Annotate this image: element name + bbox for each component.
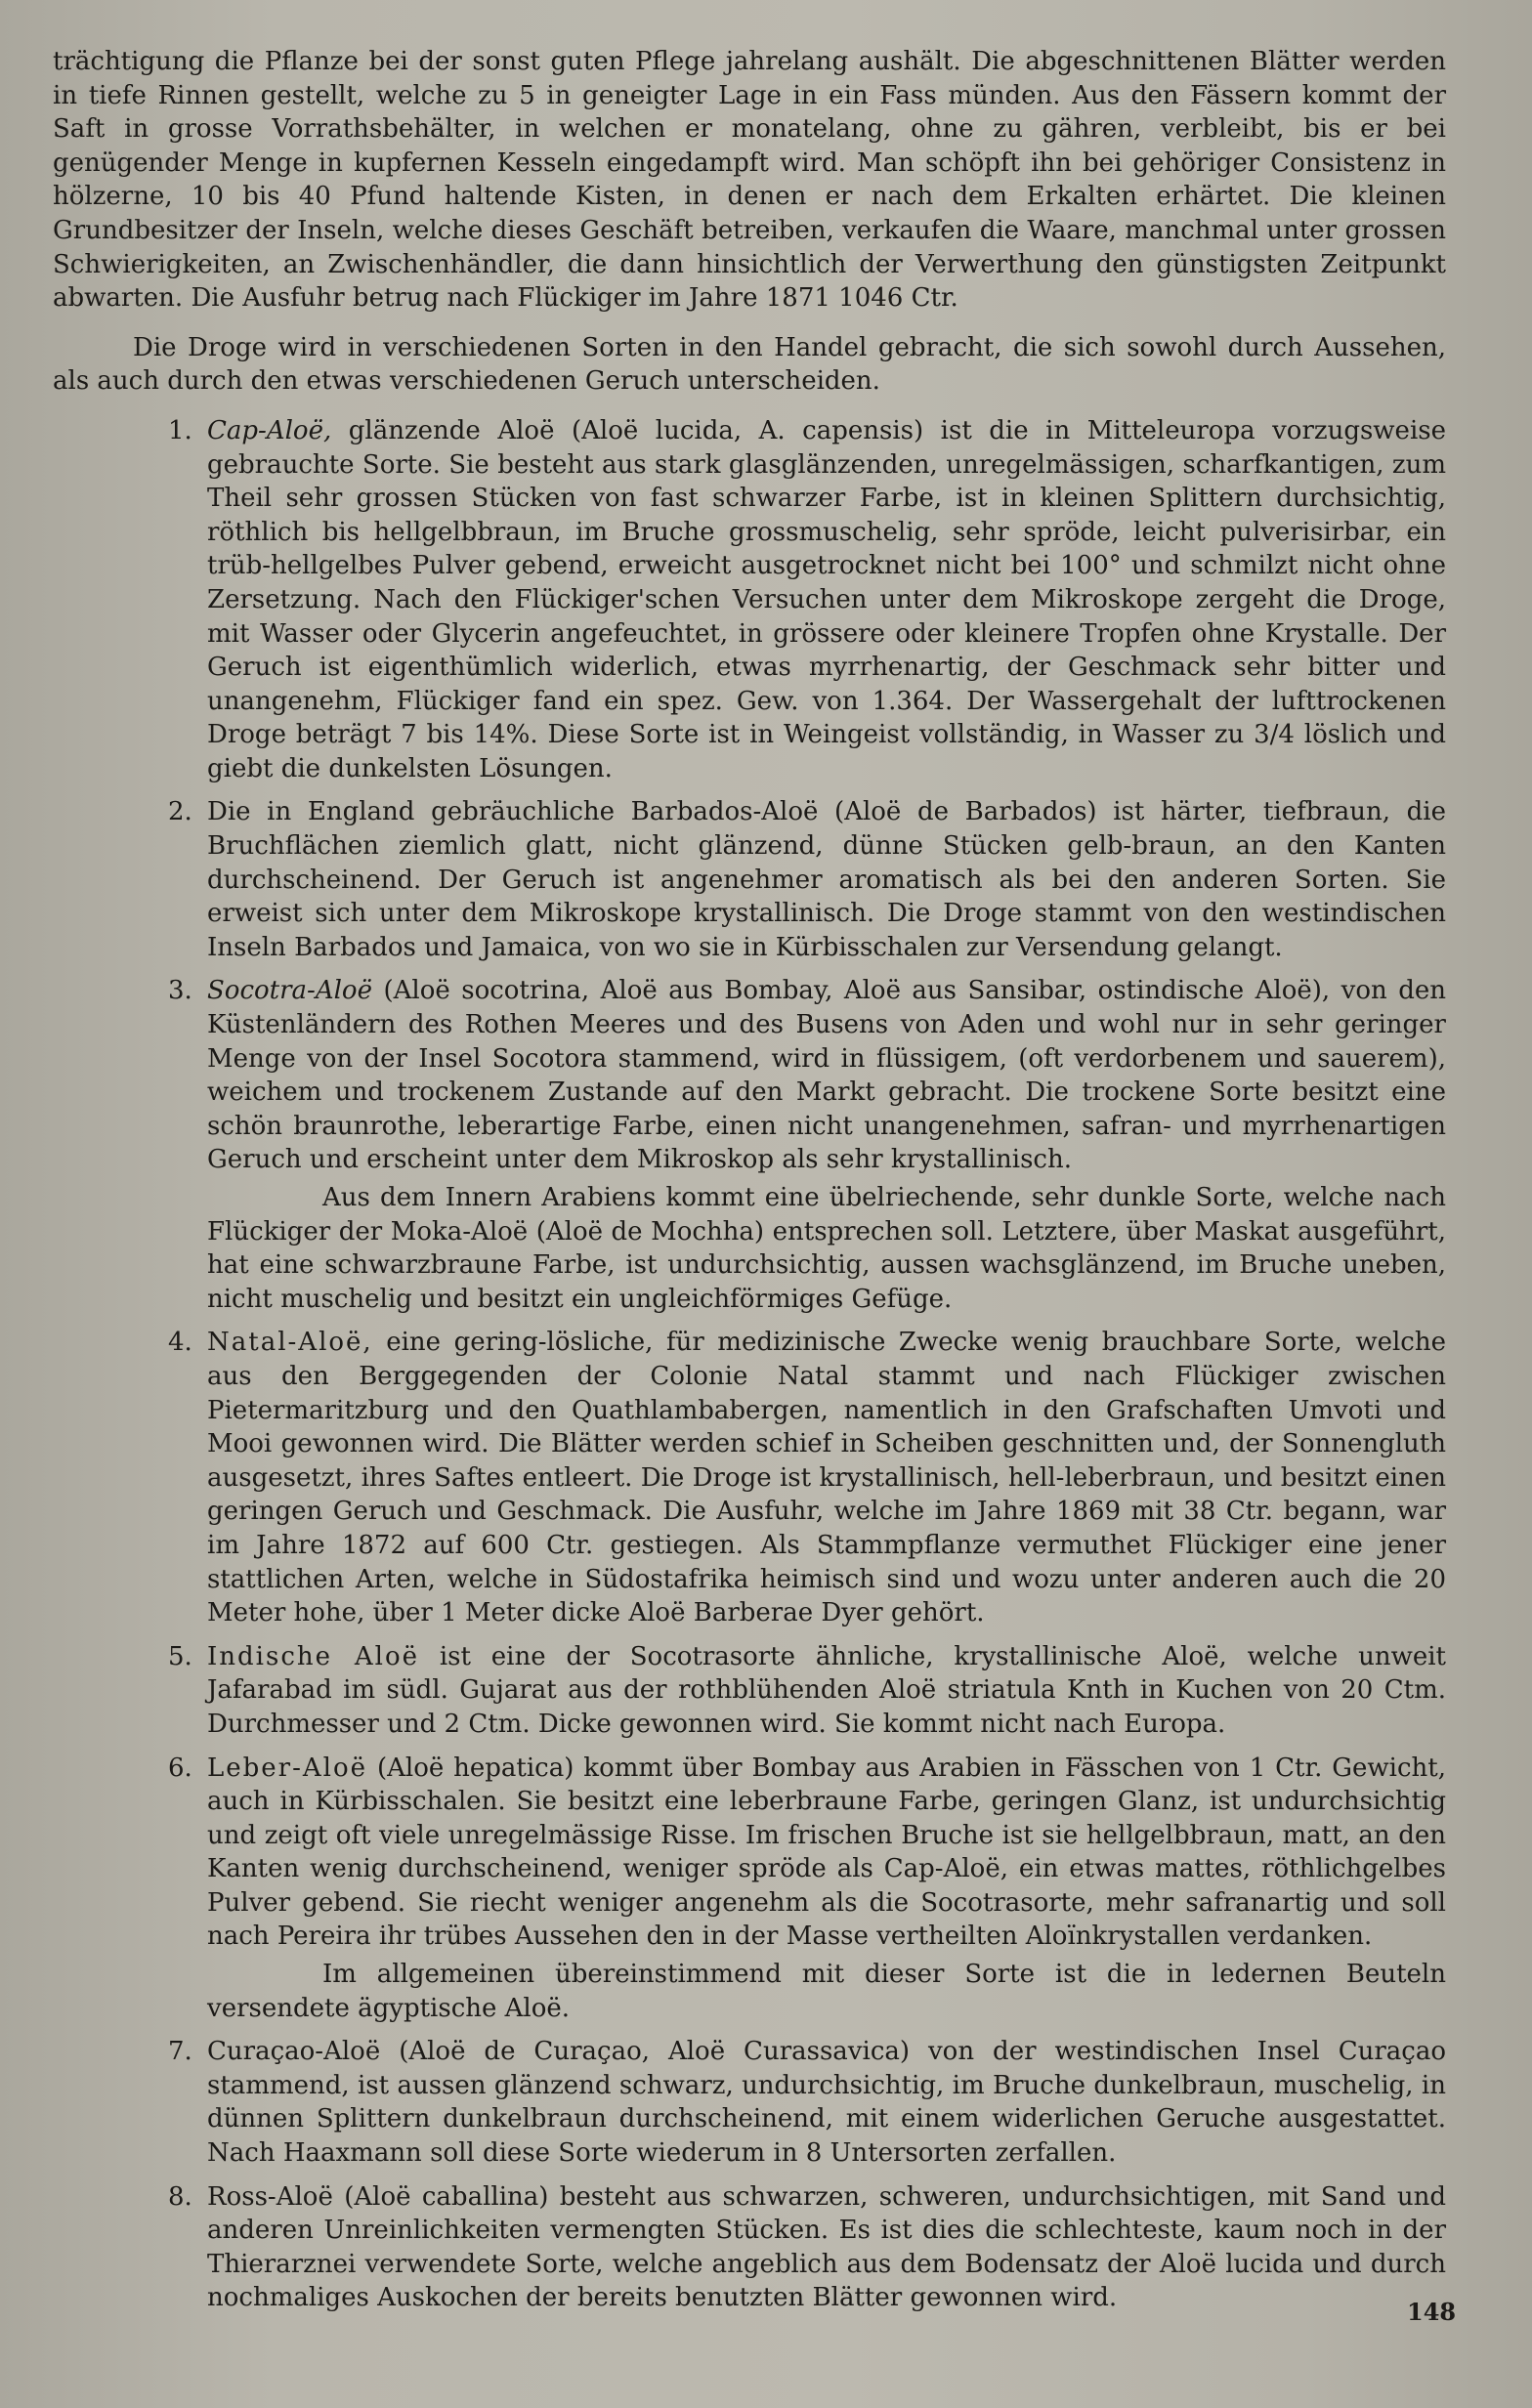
- list-item: [168, 1326, 1446, 1629]
- item-name: Ross-Aloë: [207, 2181, 333, 2212]
- item-text: eine gering-lösliche, für medizinische Zwecke wenig brauchbare Sorte, welche aus den Berggegenden der Colonie Natal stammt und nach Flückiger zwischen Pietermaritzburg und den Quathlambabergen, namentlich in den Grafschaften Umvoti und Mooi gewonnen wird. Die Blätter werden schief in Scheiben geschnitten und, der Sonnengluth ausgesetzt, ihres Saftes entleert. Die Droge ist krystallinisch, hell-leberbraun, und besitzt einen geringen Geruch und Geschmack. Die Ausfuhr, welche im Jahre 1869 mit 38 Ctr. begann, war im Jahre 1872 auf 600 Ctr. gestiegen. Als Stammpflanze vermuthet Flückiger eine jener stattlichen Arten, welche in Südostafrika heimisch sind und wozu unter anderen auch die 20 Meter hohe, über 1 Meter dicke Aloë Barberae Dyer gehört.: [207, 1328, 1446, 1628]
- item-text: (Aloë de Curaçao, Aloë Curassavica) von der westindischen Insel Curaçao stammend, ist aussen glänzend schwarz, undurchsichtig, im Bruche dunkelbraun, muschelig, in dünnen Splittern dunkelbraun durchscheinend, mit einem widerlichen Geruche ausgestattet. Nach Haaxmann soll diese Sorte wiederum in 8 Untersorten zerfallen.: [207, 2037, 1447, 2169]
- item-name: Natal-Aloë,: [207, 1328, 373, 1358]
- page-number: 148: [1407, 2298, 1457, 2326]
- item-name: Leber-Aloë: [207, 1753, 368, 1783]
- item-number: 4.: [168, 1328, 192, 1358]
- item-text: Die in England gebräuchliche Barbados-Aloë (Aloë de Barbados) ist härter, tiefbraun, die Bruchflächen ziemlich glatt, nicht glänzend, dünne Stücken gelb-braun, an den Kanten durchscheinend. Der Geruch ist angenehmer aromatisch als bei den anderen Sorten. Sie erweist sich unter dem Mikroskope krystallinisch. Die Droge stammt von den westindischen Inseln Barbados und Jamaica, von wo sie in Kürbisschalen zur Versendung gelangt.: [207, 797, 1446, 962]
- item-number: 3.: [168, 976, 192, 1006]
- list-item: [168, 1640, 1446, 1742]
- item-body: [207, 2035, 1446, 2170]
- text-block: [53, 45, 1446, 2315]
- item-body: [207, 414, 1446, 786]
- item-subparagraph: Aus dem Innern Arabiens kommt eine übelriechende, sehr dunkle Sorte, welche nach Flückiger der Moka-Aloë (Aloë de Mochha) entsprechen soll. Letztere, über Maskat ausgeführt, hat eine schwarzbraune Farbe, ist undurchsichtig, aussen wachsglänzend, im Bruche uneben, nicht muschelig und besitzt ein ungleichförmiges Gefüge.: [207, 1183, 1446, 1314]
- item-number: 2.: [168, 797, 192, 827]
- intro-paragraph-2: Die Droge wird in verschiedenen Sorten in den Handel gebracht, die sich sowohl durch Aussehen, als auch durch den etwas verschiedenen Geruch unterscheiden.: [53, 332, 1446, 397]
- item-text: ist eine der Socotrasorte ähnliche, krystallinische Aloë, welche unweit Jafarabad im südl. Gujarat aus der rothblühenden Aloë striatula Knth in Kuchen von 20 Ctm. Durchmesser und 2 Ctm. Dicke gewonnen wird. Sie kommt nicht nach Europa.: [207, 1641, 1446, 1739]
- item-body: [207, 1752, 1446, 2026]
- item-number: 7.: [168, 2037, 192, 2067]
- intro-paragraph-1: trächtigung die Pflanze bei der sonst guten Pflege jahrelang aushält. Die abgeschnittenen Blätter werden in tiefe Rinnen gestellt, welche zu 5 in geneigter Lage in ein Fass münden. Aus den Fässern kommt der Saft in grosse Vorrathsbehälter, in welchen er monatelang, ohne zu gähren, verbleibt, bis er bei genügender Menge in kupfernen Kesseln eingedampft wird. Man schöpft ihn bei gehöriger Consistenz in hölzerne, 10 bis 40 Pfund haltende Kisten, in denen er nach dem Erkalten erhärtet. Die kleinen Grundbesitzer der Inseln, welche dieses Geschäft betreiben, verkaufen die Waare, manchmal unter grossen Schwierigkeiten, an Zwischenhändler, die dann hinsichtlich der Verwerthung den günstigsten Zeitpunkt abwarten. Die Ausfuhr betrug nach Flückiger im Jahre 1871 1046 Ctr.: [53, 47, 1446, 314]
- item-name: Curaçao-Aloë: [207, 2037, 381, 2067]
- list-item: [168, 2180, 1446, 2315]
- list-item: [168, 974, 1446, 1316]
- item-body: [207, 1326, 1446, 1629]
- item-body: [207, 795, 1446, 964]
- item-text: (Aloë socotrina, Aloë aus Bombay, Aloë aus Sansibar, ostindische Aloë), von den Küstenländern des Rothen Meeres und des Busens von Aden und wohl nur in sehr geringer Menge von der Insel Socotora stammend, wird in flüssigem, (oft verdorbenem und sauerem), weichem und trockenem Zustande auf den Markt gebracht. Die trockene Sorte besitzt eine schön braunrothe, leberartige Farbe, einen nicht unangenehmen, safran- und myrrhenartigen Geruch und erscheint unter dem Mikroskop als sehr krystallinisch.: [207, 976, 1447, 1175]
- list-item: [168, 2035, 1446, 2170]
- item-number: 5.: [168, 1641, 192, 1671]
- item-body: [207, 2180, 1446, 2315]
- item-name: Indische Aloë: [207, 1641, 419, 1671]
- item-number: 1.: [168, 415, 192, 445]
- item-text: (Aloë hepatica) kommt über Bombay aus Arabien in Fässchen von 1 Ctr. Gewicht, auch in Kürbisschalen. Sie besitzt eine leberbraune Farbe, geringen Glanz, ist undurchsichtig und zeigt oft viele unregelmässige Risse. Im frischen Bruche ist sie hellgelbbraun, matt, an den Kanten wenig durchscheinend, weniger spröde als Cap-Aloë, ein etwas mattes, röthlichgelbes Pulver gebend. Sie riecht weniger angenehm als die Socotrasorte, mehr safranartig und soll nach Pereira ihr trübes Aussehen den in der Masse vertheilten Aloïnkrystallen verdanken.: [207, 1753, 1446, 1952]
- item-number: 8.: [168, 2181, 192, 2212]
- item-text: glänzende Aloë (Aloë lucida, A. capensis) ist die in Mitteleuropa vorzugsweise gebrauchte Sorte. Sie besteht aus stark glasglänzenden, unregelmässigen, scharfkantigen, zum Theil sehr grossen Stücken von fast schwarzer Farbe, ist in kleinen Splittern durchsichtig, röthlich bis hellgelbbraun, im Bruche grossmuschelig, sehr spröde, leicht pulverisirbar, ein trüb-hellgelbes Pulver gebend, erweicht ausgetrocknet nicht bei 100° und schmilzt nicht ohne Zersetzung. Nach den Flückiger'schen Versuchen unter dem Mikroskope zergeht die Droge, mit Wasser oder Glycerin angefeuchtet, in grössere oder kleinere Tropfen ohne Krystalle. Der Geruch ist eigenthümlich widerlich, etwas myrrhenartig, der Geschmack sehr bitter und unangenehm, Flückiger fand ein spez. Gew. von 1.364. Der Wassergehalt der lufttrockenen Droge beträgt 7 bis 14%. Diese Sorte ist in Weingeist vollständig, in Wasser zu 3/4 löslich und giebt die dunkelsten Lösungen.: [207, 415, 1446, 783]
- item-body: [207, 974, 1446, 1316]
- list-item: [168, 414, 1446, 786]
- item-body: [207, 1640, 1446, 1742]
- list-item: [168, 795, 1446, 964]
- list-item: [168, 1752, 1446, 2026]
- item-subparagraph: Im allgemeinen übereinstimmend mit dieser Sorte ist die in ledernen Beuteln versendete ägyptische Aloë.: [207, 1960, 1446, 2023]
- item-name: Cap-Aloë,: [207, 415, 332, 445]
- item-number: 6.: [168, 1753, 192, 1783]
- item-name: Socotra-Aloë: [207, 976, 372, 1006]
- item-text: (Aloë caballina) besteht aus schwarzen, schweren, undurchsichtigen, mit Sand und anderen Unreinlichkeiten vermengten Stücken. Es ist dies die schlechteste, kaum noch in der Thierarznei verwendete Sorte, welche angeblich aus dem Bodensatz der Aloë lucida und durch nochmaliges Auskochen der bereits benutzten Blätter gewonnen wird.: [207, 2181, 1447, 2313]
